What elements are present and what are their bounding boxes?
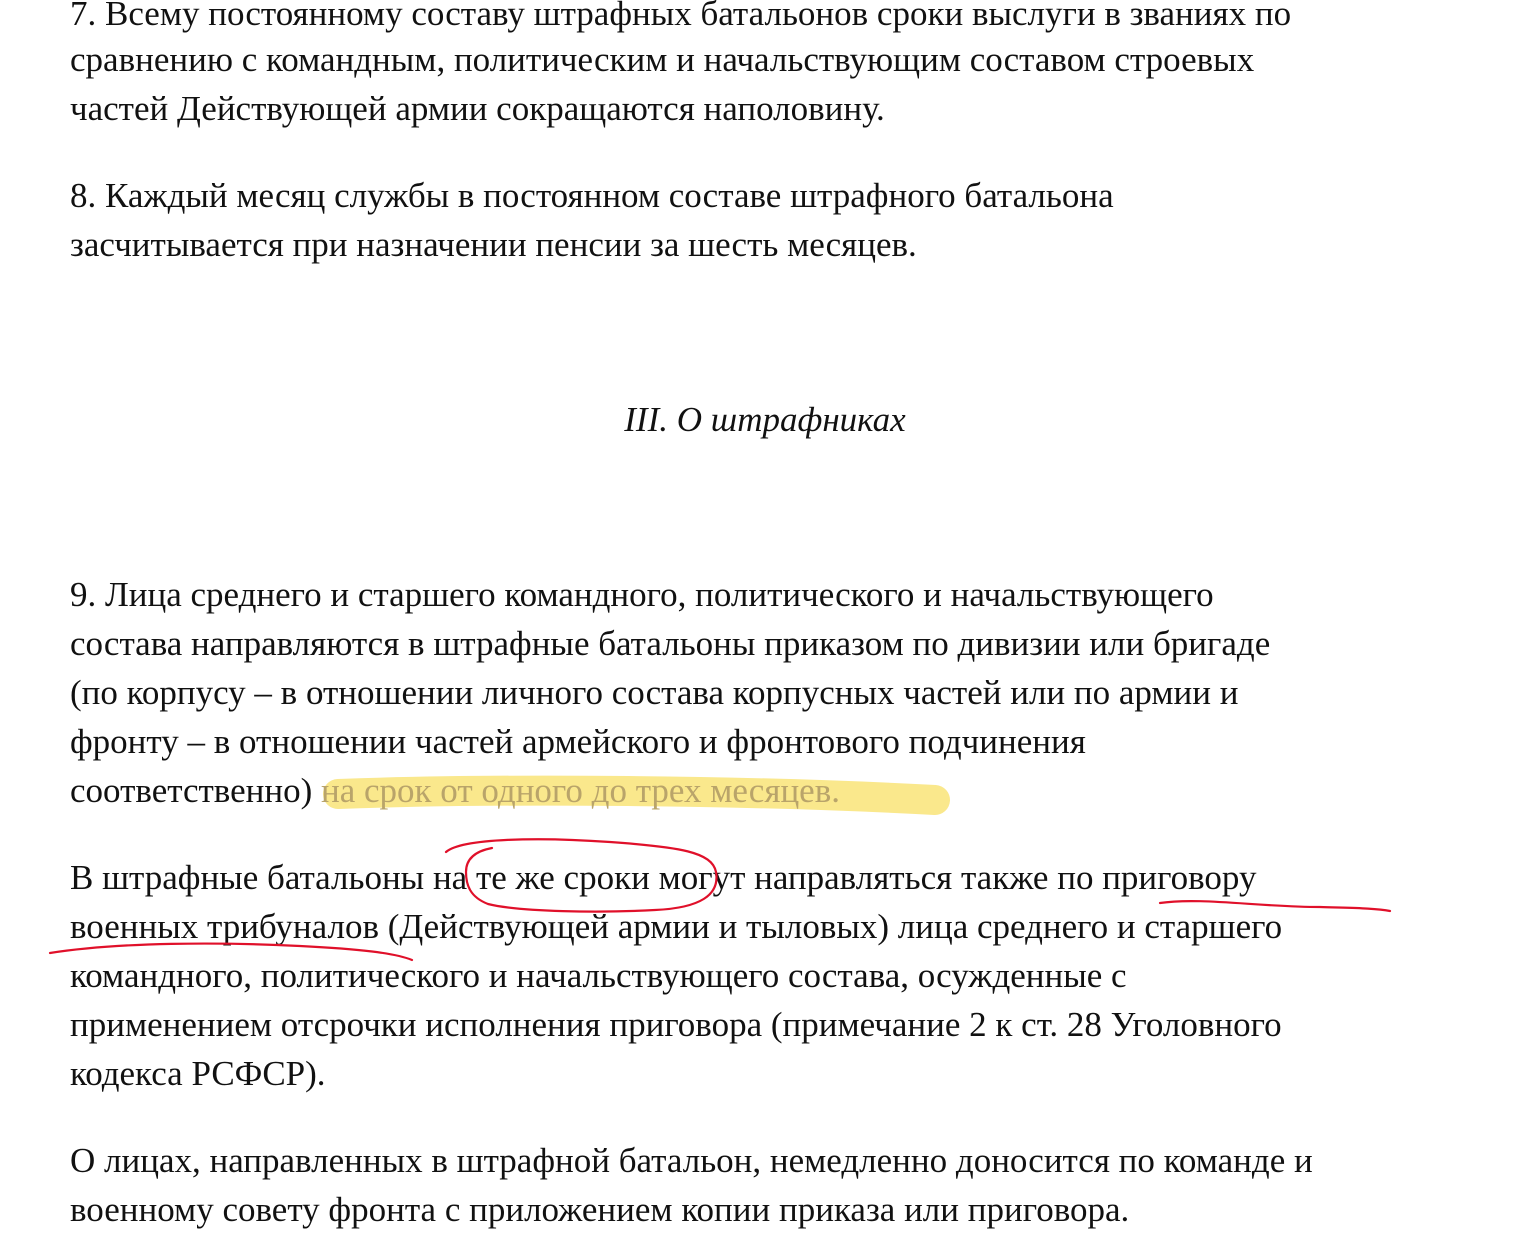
paragraph-9-line-5-start: соответственно) [70, 771, 313, 810]
paragraph-7-line-3: частей Действующей армии сокращаются наполовину. [70, 89, 885, 128]
report-paragraph-line-2: военному совету фронта с приложением копии приказа или приговора. [70, 1190, 1130, 1229]
tribunal-paragraph-line-4: применением отсрочки исполнения приговора (примечание 2 к ст. 28 Уголовного [70, 1005, 1282, 1044]
tribunal-line-1-middle: могут направляться также [649, 858, 1058, 897]
paragraph-7-line-1: 7. Всему постоянному составу штрафных батальонов сроки выслуги в званиях по [70, 0, 1292, 33]
paragraph-8-line-1: 8. Каждый месяц службы в постоянном составе штрафного батальона [70, 176, 1114, 215]
paragraph-9-line-3: (по корпусу – в отношении личного состава корпусных частей или по армии и [70, 673, 1239, 712]
report-paragraph-line-1: О лицах, направленных в штрафной батальон, немедленно доносится по команде и [70, 1141, 1313, 1180]
section-heading: III. О штрафниках [624, 400, 906, 439]
highlighted-term-phrase: на срок от одного до трех месяцев. [312, 771, 840, 810]
paragraph-9-line-2: состава направляются в штрафные батальоны приказом по дивизии или бригаде [70, 624, 1271, 663]
tribunal-line-2-rest: (Действующей армии и тыловых) лица среднего и старшего [378, 907, 1283, 946]
paragraph-9-line-1: 9. Лица среднего и старшего командного, политического и начальствующего [70, 575, 1214, 614]
red-pen-underline-tribunals [50, 944, 412, 960]
tribunal-line-1-start: В штрафные батальоны [70, 858, 425, 897]
tribunal-paragraph-line-3: командного, политического и начальствующего состава, осужденные с [70, 956, 1127, 995]
red-pen-circle [446, 839, 716, 911]
circled-same-terms-phrase: на те же сроки [424, 858, 650, 897]
paragraph-9-line-4: фронту – в отношении частей армейского и фронтового подчинения [70, 722, 1086, 761]
underlined-tribunals-phrase: военных трибуналов [70, 907, 379, 946]
underlined-verdict-phrase: по приговору [1057, 858, 1257, 897]
paragraph-8-line-2: засчитывается при назначении пенсии за шесть месяцев. [70, 225, 917, 264]
paragraph-7-line-2: сравнению с командным, политическим и начальствующим составом строевых [70, 40, 1255, 79]
tribunal-paragraph-line-5: кодекса РСФСР). [70, 1054, 326, 1093]
red-pen-underline-verdict [1160, 901, 1390, 911]
